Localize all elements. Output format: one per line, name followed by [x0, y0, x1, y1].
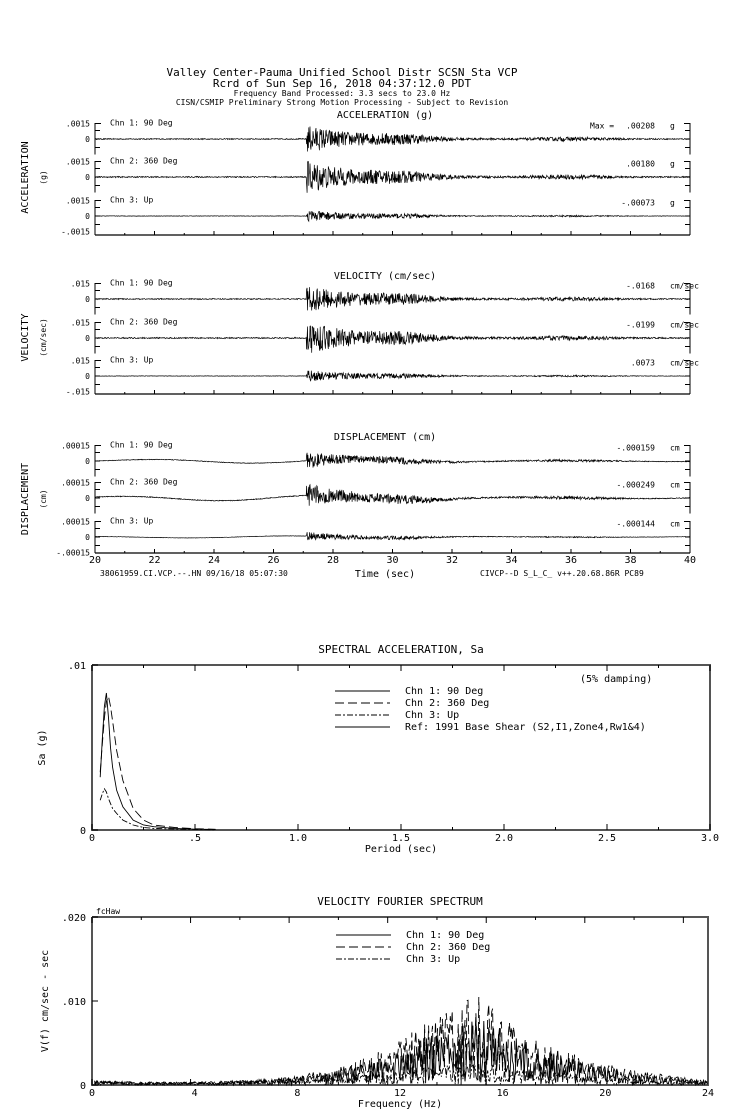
x-tick-label: 12: [393, 1088, 407, 1099]
channel-trace: [66, 119, 690, 155]
x-tick-label: 36: [564, 555, 578, 566]
channel-label: Chn 3: Up: [110, 355, 154, 365]
y-tick-label: .00015: [61, 441, 90, 451]
max-prefix: Max =: [590, 121, 615, 131]
y-tick-label: .015: [70, 356, 90, 366]
x-tick-label: 0: [88, 833, 96, 844]
channel-max-unit: cm: [670, 443, 680, 453]
channel-max-unit: cm/sec: [670, 358, 699, 368]
legend-label: Chn 2: 360 Deg: [406, 942, 491, 953]
panel-ylabel: ACCELERATION: [20, 141, 31, 214]
y-tick-label: .020: [61, 913, 86, 924]
time-axis-label: Time (sec): [354, 569, 416, 580]
y-tick-label: .010: [61, 997, 86, 1008]
y-tick-label: 0: [85, 372, 90, 381]
y-tick-label: 0: [79, 1081, 86, 1092]
legend-label: Ref: 1991 Base Shear (S2,I1,Zone4,Rw1&4): [405, 722, 646, 733]
legend-label: Chn 3: Up: [406, 954, 461, 965]
channel-max-unit: cm: [670, 480, 680, 490]
channel-max-value: .00208: [626, 121, 655, 131]
footer-left: 38061959.CI.VCP.--.HN 09/16/18 05:07:30: [100, 569, 288, 578]
waveform-line: [95, 485, 690, 506]
channel-trace: [61, 478, 690, 514]
channel-trace: [71, 318, 699, 354]
legend-label: Chn 2: 360 Deg: [405, 698, 490, 709]
channel-trace: [66, 356, 699, 397]
channel-label: Chn 1: 90 Deg: [110, 440, 173, 450]
channel-trace: [66, 157, 690, 193]
channel-max-value: .0073: [630, 358, 655, 368]
panel-ylabel: VELOCITY: [20, 313, 31, 362]
x-tick-label: 2.5: [597, 833, 617, 844]
x-tick-label: 32: [445, 555, 459, 566]
channel-max-unit: g: [670, 121, 675, 131]
y-tick-label: 0: [85, 212, 90, 221]
panel-title: VELOCITY (cm/sec): [333, 271, 437, 282]
x-tick-label: 22: [148, 555, 161, 566]
channel-max-value: -.000144: [616, 519, 655, 529]
y-tick-label: .01: [67, 661, 86, 672]
x-tick-label: 38: [624, 555, 637, 566]
x-tick-label: 20: [599, 1088, 612, 1099]
x-tick-label: 3.0: [700, 833, 720, 844]
series-line-1: [100, 693, 215, 830]
y-tick-label: .015: [70, 279, 90, 289]
legend-label: Chn 1: 90 Deg: [406, 930, 485, 941]
channel-label: Chn 2: 360 Deg: [110, 317, 178, 327]
chart-title: SPECTRAL ACCELERATION, Sa: [318, 643, 484, 656]
x-tick-label: 20: [88, 555, 102, 566]
footer-right: CIVCP--D S_L_C_ v++.20.68.86R PC89: [480, 569, 644, 578]
y-tick-label: -.00015: [56, 548, 90, 558]
y-tick-label: -.0015: [61, 227, 90, 237]
channel-max-unit: g: [670, 198, 675, 208]
x-tick-label: 30: [386, 555, 399, 566]
x-tick-label: 16: [496, 1088, 509, 1099]
channel-max-unit: cm: [670, 519, 680, 529]
y-tick-label: .0015: [65, 157, 90, 167]
x-tick-label: 40: [683, 555, 697, 566]
y-axis-label: V(f) cm/sec - sec: [40, 949, 51, 1053]
panel-title: ACCELERATION (g): [336, 110, 434, 121]
waveform-line: [95, 532, 690, 540]
header-line2: Rcrd of Sun Sep 16, 2018 04:37:12.0 PDT: [212, 77, 472, 90]
legend-label: Chn 1: 90 Deg: [405, 686, 484, 697]
x-tick-label: 34: [505, 555, 518, 566]
legend-label: Chn 3: Up: [405, 710, 460, 721]
y-tick-label: .015: [70, 318, 90, 328]
channel-label: Chn 1: 90 Deg: [110, 118, 173, 128]
y-tick-label: .00015: [61, 517, 90, 527]
x-tick-label: .5: [188, 833, 202, 844]
channel-label: Chn 3: Up: [110, 516, 154, 526]
series-line-2: [100, 696, 215, 829]
corner-label: fcHaw: [96, 907, 121, 916]
damping-note: (5% damping): [580, 674, 653, 685]
x-tick-label: 1.0: [288, 833, 308, 844]
header-line4: CISN/CSMIP Preliminary Strong Motion Processing - Subject to Revision: [175, 98, 509, 107]
channel-label: Chn 3: Up: [110, 195, 154, 205]
channel-max-value: -.000249: [616, 480, 655, 490]
y-tick-label: 0: [85, 457, 90, 466]
panel-ylabel: DISPLACEMENT: [20, 462, 31, 536]
waveform-line: [95, 326, 690, 353]
x-tick-label: 28: [326, 555, 340, 566]
channel-max-value: -.0199: [626, 320, 655, 330]
x-tick-label: 2.0: [494, 833, 514, 844]
channel-max-unit: cm/sec: [670, 281, 699, 291]
plot-frame: [92, 917, 708, 1085]
channel-max-value: -.0168: [626, 281, 655, 291]
y-tick-label: 0: [85, 135, 90, 144]
channel-label: Chn 2: 360 Deg: [110, 156, 178, 166]
x-tick-label: 26: [267, 555, 280, 566]
waveform-line: [95, 371, 690, 381]
x-tick-label: 0: [88, 1088, 96, 1099]
y-tick-label: 0: [85, 494, 90, 503]
x-tick-label: 24: [207, 555, 221, 566]
waveform-line: [95, 211, 690, 221]
y-tick-label: 0: [85, 173, 90, 182]
y-tick-label: -.015: [65, 387, 90, 397]
panel-yunit: (g): [39, 170, 48, 185]
x-tick-label: 8: [294, 1088, 301, 1099]
y-tick-label: 0: [79, 826, 86, 837]
channel-trace: [71, 279, 699, 315]
x-tick-label: 1.5: [391, 833, 411, 844]
channel-label: Chn 2: 360 Deg: [110, 477, 178, 487]
channel-max-value: .00180: [626, 159, 655, 169]
y-tick-label: 0: [85, 334, 90, 343]
waveform-line: [95, 453, 690, 468]
channel-trace: [61, 441, 690, 477]
y-tick-label: .00015: [61, 478, 90, 488]
x-tick-label: 4: [191, 1088, 198, 1099]
y-tick-label: .0015: [65, 119, 90, 129]
channel-label: Chn 1: 90 Deg: [110, 278, 173, 288]
header-line3: Frequency Band Processed: 3.3 secs to 23.0 Hz: [233, 89, 451, 98]
plot-frame: [92, 665, 710, 830]
panel-yunit: (cm): [39, 489, 48, 509]
x-tick-label: 24: [701, 1088, 715, 1099]
panel-title: DISPLACEMENT (cm): [333, 432, 437, 443]
channel-max-unit: g: [670, 159, 675, 169]
waveform-line: [95, 287, 690, 310]
x-axis-label: Period (sec): [364, 844, 438, 855]
channel-max-value: -.00073: [621, 198, 655, 208]
y-tick-label: .0015: [65, 196, 90, 206]
waveform-line: [95, 161, 690, 192]
y-tick-label: 0: [85, 533, 90, 542]
channel-max-value: -.000159: [616, 443, 655, 453]
y-axis-label: Sa (g): [37, 729, 48, 766]
panel-yunit: (cm/sec): [39, 318, 48, 357]
chart-title: VELOCITY FOURIER SPECTRUM: [317, 895, 483, 908]
channel-max-unit: cm/sec: [670, 320, 699, 330]
series-line-3: [100, 789, 215, 830]
series-line-2: [95, 997, 708, 1085]
x-axis-label: Frequency (Hz): [357, 1099, 443, 1110]
header-line1: Valley Center-Pauma Unified School Distr SCSN Sta VCP: [166, 66, 518, 79]
channel-trace: [61, 196, 690, 237]
y-tick-label: 0: [85, 295, 90, 304]
channel-trace: [56, 517, 690, 558]
